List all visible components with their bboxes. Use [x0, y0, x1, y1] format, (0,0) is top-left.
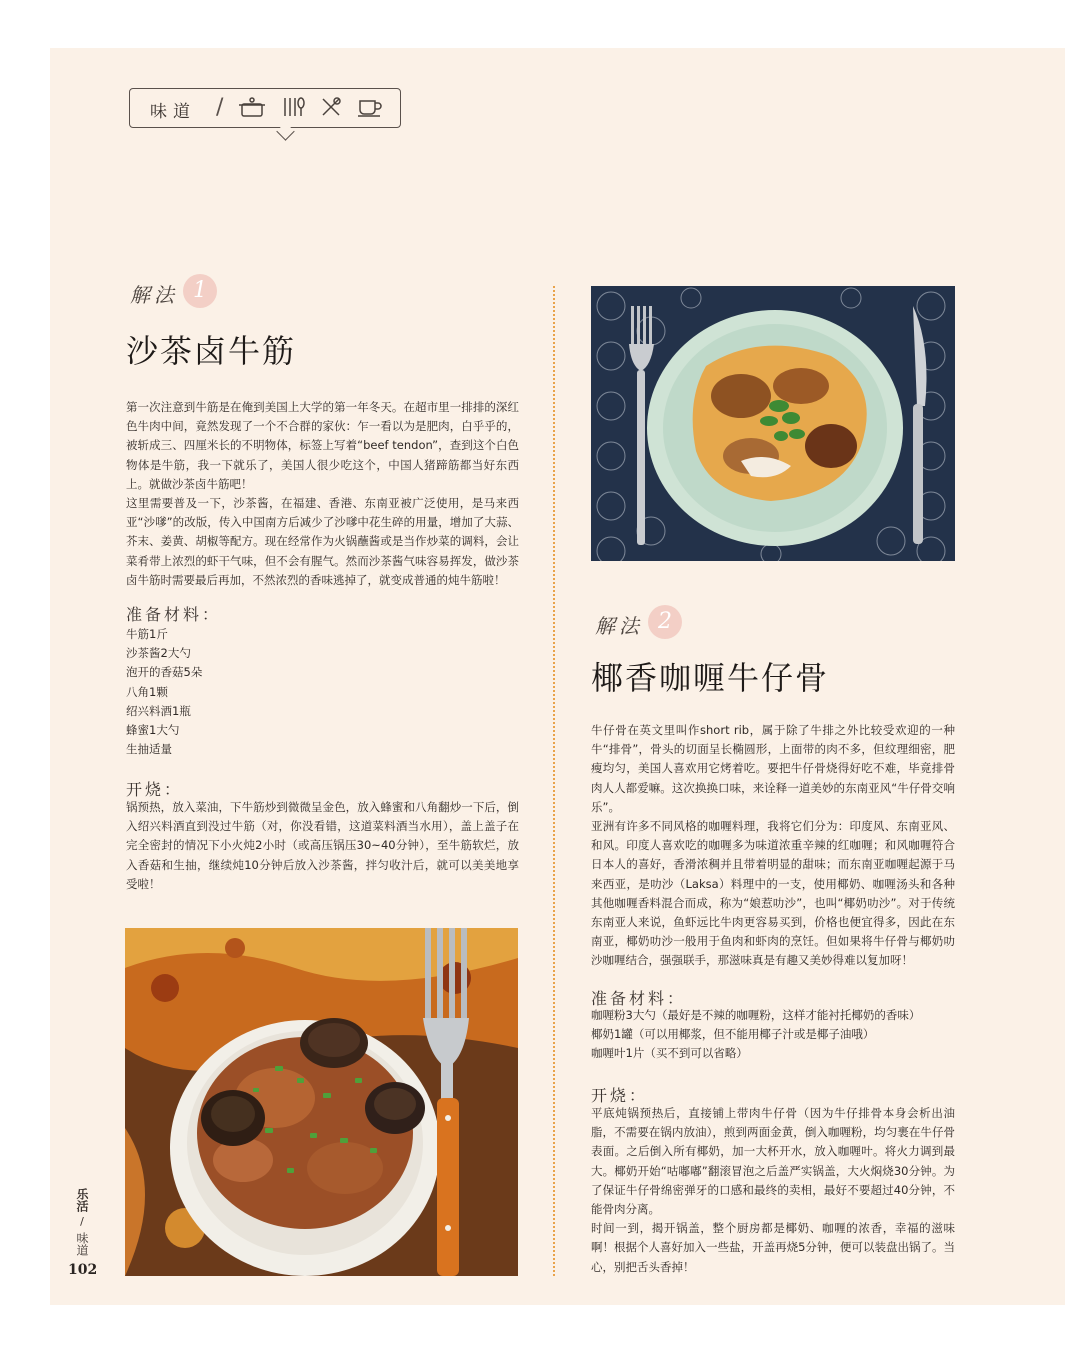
ingredient-item: 咖喱粉3大勺（最好是不辣的咖喱粉，这样才能衬托椰奶的香味）: [591, 1008, 921, 1022]
recipe2-steps-paragraph: 平底炖锅预热后，直接铺上带肉牛仔骨（因为牛仔排骨本身会析出油脂，不需要在锅内放油），煎到两面金黄，倒入咖喱粉，均匀裹在牛仔骨表面。之后倒入所有椰奶，加一大杯开水，放入咖喱叶。将火力调到最大。椰奶开始“咕嘟嘟”翻滚冒泡之后盖严实锅盖，大火焖烧30分钟。为了保证牛仔骨绵密弹牙的口感和最终的卖相，最好不要超过40分钟，不能骨肉分离。: [591, 1106, 955, 1217]
recipe1-steps: [126, 798, 519, 894]
footer-section-top: 乐活: [75, 1188, 89, 1212]
method-number-1: 1: [183, 274, 217, 308]
tag-icons: [238, 96, 393, 118]
recipe1-ingredients-list: [126, 625, 202, 759]
recipe2-intro-paragraph: 亚洲有许多不同风格的咖喱料理，我将它们分为：印度风、东南亚风、和风。印度人喜欢吃的咖喱多为味道浓重辛辣的红咖喱；和风咖喱符合日本人的喜好，香滑浓稠并且带着明显的甜味；而东南亚咖喱起源于马来西亚，是叻沙（Laksa）料理中的一支，使用椰奶、咖喱汤头和各种其他咖喱香料混合而成，称为“娘惹叻沙”，也叫“椰奶叻沙”。对于传统东南亚人来说，鱼虾远比牛肉更容易买到，价格也便宜得多，因此在东南亚，椰奶叻沙一般用于鱼肉和虾肉的烹饪。但如果将牛仔骨与椰奶叻沙咖喱结合，强强联手，那滋味真是有趣又美妙得难以复加呀！: [591, 819, 955, 968]
beef-tendon-image: [125, 928, 518, 1276]
ingredient-item: 泡开的香菇5朵: [126, 665, 203, 680]
ingredient-item: 牛筋1斤: [126, 627, 168, 641]
fork-knife-icon: [320, 96, 342, 118]
tag-separator: /: [216, 95, 224, 120]
magazine-page: [50, 48, 1065, 1305]
recipe1-intro: [126, 398, 519, 590]
page-number: 102: [68, 1262, 98, 1278]
recipe1-intro-paragraph: 第一次注意到牛筋是在俺到美国上大学的第一年冬天。在超市里一排排的深红色牛肉中间，竟然发现了一个不合群的家伙：乍一看以为是肥肉，白乎乎的，被斩成三、四厘米长的不明物体，标签上写着“beef tendon”，查到这个白色物体是牛筋，我一下就乐了，美国人很少吃这个，中国人猪蹄筋都当好东西上。就做沙茶卤牛筋吧！: [126, 400, 519, 491]
cup-icon: [357, 96, 383, 118]
ingredient-item: 绍兴料酒1瓶: [126, 703, 191, 718]
recipe1-steps-heading: 开烧：: [126, 780, 184, 799]
footer-section-bottom: 味道: [75, 1232, 89, 1256]
section-tag: [129, 88, 401, 128]
dish-title-2: 椰香咖喱牛仔骨: [591, 659, 830, 697]
ingredient-item: 生抽适量: [126, 742, 172, 757]
section-footer: [72, 1188, 92, 1256]
recipe1-ingredients-heading: 准备材料：: [126, 605, 222, 624]
recipe2-intro-paragraph: 牛仔骨在英文里叫作short rib，属于除了牛排之外比较受欢迎的一种牛“排骨”，骨头的切面呈长椭圆形，上面带的肉不多，但纹理细密，肥瘦均匀，美国人喜欢用它烤着吃。要把牛仔骨烧得好吃不难，毕竟排骨肉人人都爱嘛。这次换换口味，来诠释一道美妙的东南亚风“牛仔骨交响乐”。: [591, 723, 955, 814]
method-label-2: 解法: [595, 614, 643, 638]
recipe2-intro: [591, 721, 955, 971]
ingredient-item: 椰奶1罐（可以用椰浆，但不能用椰子汁或是椰子油哦）: [591, 1027, 875, 1042]
photo-curry-short-rib: [591, 286, 955, 561]
recipe1-intro-paragraph: 这里需要普及一下，沙茶酱，在福建、香港、东南亚被广泛使用，是马来西亚“沙嗲”的改版，传入中国南方后减少了沙嗲中花生碎的用量，增加了大蒜、芥末、姜黄、胡椒等配方。现在经常作为火锅蘸酱或是当作炒菜的调料，会让菜肴带上浓烈的虾干气味，但不会有腥气。然而沙茶酱气味容易挥发，做沙茶卤牛筋时需要最后再加，不然浓烈的香味逃掉了，就变成普通的炖牛筋啦！: [126, 496, 519, 587]
photo-beef-tendon: [125, 928, 518, 1276]
ingredient-item: 八角1颗: [126, 684, 168, 699]
ingredient-item: 咖喱叶1片（买不到可以省略）: [591, 1046, 748, 1061]
recipe2-ingredients-heading: 准备材料：: [591, 989, 687, 1008]
recipe2-ingredients-list: [591, 1006, 955, 1064]
method-label-1: 解法: [130, 283, 178, 307]
pot-icon: [238, 96, 266, 118]
recipe2-steps-paragraph: 时间一到，揭开锅盖，整个厨房都是椰奶、咖喱的浓香，幸福的滋味啊！根据个人喜好加入一些盐，开盖再烧5分钟，便可以装盘出锅了。当心，别把舌头香掉！: [591, 1221, 955, 1274]
curry-short-rib-image: [591, 286, 955, 561]
dish-title-1: 沙茶卤牛筋: [126, 332, 297, 370]
ingredient-item: 蜂蜜1大勺: [126, 723, 180, 738]
method-number-2: 2: [648, 605, 682, 639]
recipe1-steps-paragraph: 锅预热，放入菜油，下牛筋炒到微微呈金色，放入蜂蜜和八角翻炒一下后，倒入绍兴料酒直到没过牛筋（对，你没看错，这道菜料酒当水用），盖上盖子在完全密封的情况下小火炖2小时（或高压锅压30~40分钟），至牛筋软烂，放入香菇和生抽，继续炖10分钟后放入沙茶酱，拌匀收汁后，就可以美美地享受啦！: [126, 800, 519, 891]
section-tag-title: 味道: [150, 102, 196, 122]
column-divider: [553, 286, 555, 1276]
recipe2-steps: [591, 1104, 955, 1277]
ingredient-item: 沙茶酱2大勺: [126, 646, 191, 661]
recipe2-steps-heading: 开烧：: [591, 1086, 649, 1105]
utensils-icon: [281, 96, 305, 118]
footer-slash: /: [80, 1215, 84, 1228]
